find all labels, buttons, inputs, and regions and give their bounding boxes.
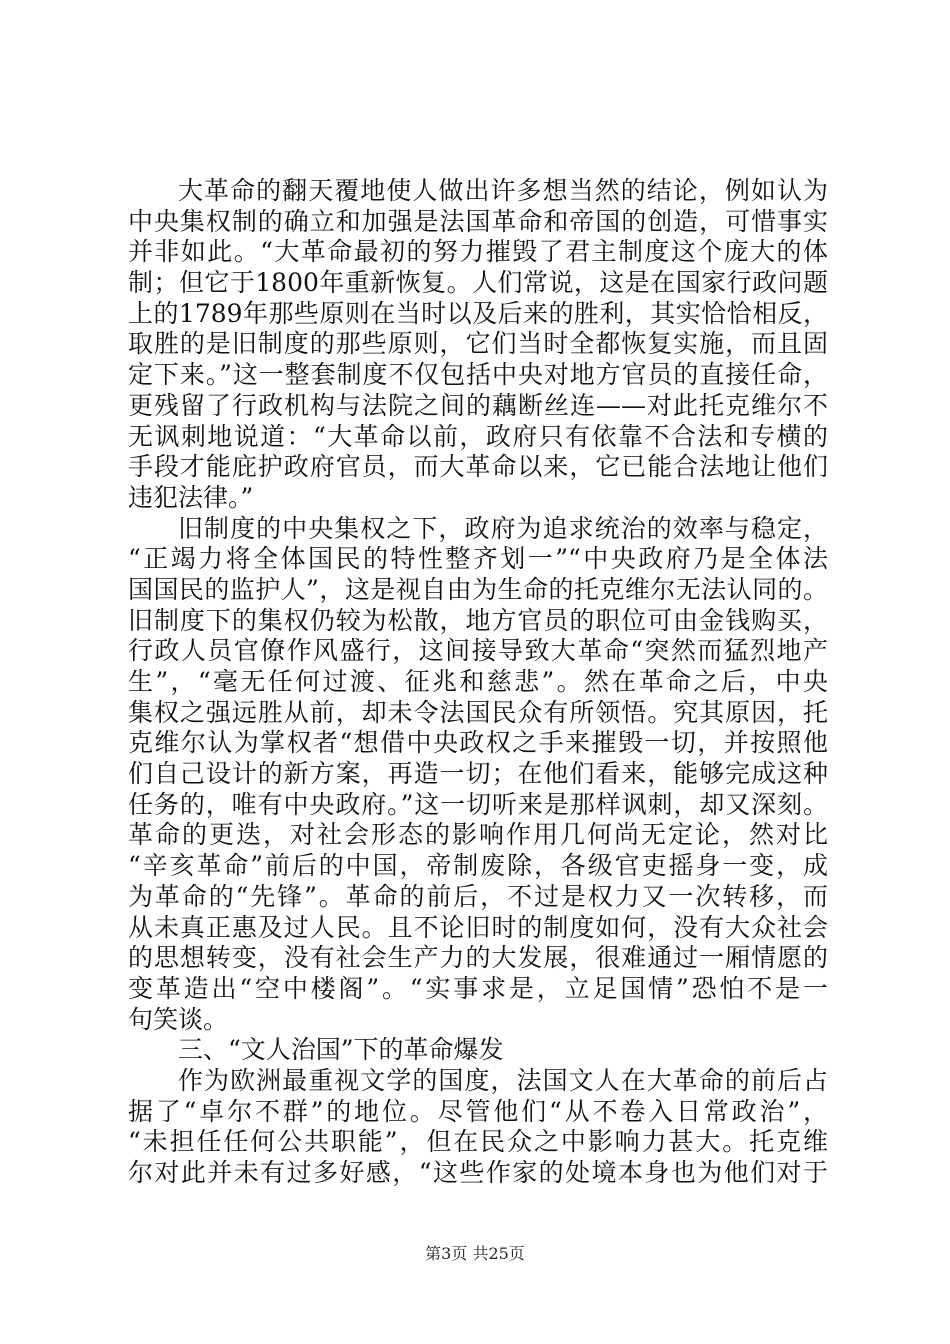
paragraph-2-line: 旧制度下的集权仍较为松散，地方官员的职位可由金钱购买， [128,605,828,635]
page-body [128,176,828,1189]
paragraph-2-line: 变革造出“空中楼阁”。“实事求是，立足国情”恐怕不是一 [128,973,828,1003]
paragraph-1-line: 违犯法律。” [128,482,254,512]
paragraph-2-line: 为革命的“先锋”。革命的前后，不过是权力又一次转移，而 [128,881,828,911]
paragraph-1-line: 手段才能庇护政府官员，而大革命以来，它已能合法地让他们 [128,452,828,482]
paragraph-2-line: 生”，“毫无任何过渡、征兆和慈悲”。然在革命之后，中央 [128,667,828,696]
paragraph-2-line: “辛亥革命”前后的中国，帝制废除，各级官吏摇身一变，成 [128,851,828,881]
paragraph-2-line: 的思想转变，没有社会生产力的大发展，很难通过一厢情愿的 [128,943,828,973]
paragraph-1-line: 定下来。”这一整套制度不仅包括中央对地方官员的直接任命， [128,360,828,390]
paragraph-2-line: 们自己设计的新方案，再造一切；在他们看来，能够完成这种 [128,759,828,789]
paragraph-2-line: 任务的，唯有中央政府。”这一切听来是那样讽刺，却又深刻。 [128,789,828,819]
paragraph-1-line: 中央集权制的确立和加强是法国革命和帝国的创造，可惜事实 [128,206,828,236]
paragraph-1-line: 取胜的是旧制度的那些原则，它们当时全都恢复实施，而且固 [128,329,828,359]
paragraph-1-line: 并非如此。“大革命最初的努力摧毁了君主制度这个庞大的体 [128,237,828,267]
paragraph-1-line: 无讽刺地说道：“大革命以前，政府只有依靠不合法和专横的 [128,421,828,451]
page-number: 第3页 共25页 [425,1244,525,1263]
paragraph-2-line: 句笑谈。 [128,1004,229,1034]
paragraph-4-line: 作为欧洲最重视文学的国度，法国文人在大革命的前后占 [178,1065,828,1095]
paragraph-2-line: 集权之强远胜从前，却未令法国民众有所领悟。究其原因，托 [128,697,828,727]
paragraph-4-line: 尔对此并未有过多好感，“这些作家的处境本身也为他们对于 [128,1158,828,1187]
paragraph-1-line: 大革命的翻天覆地使人做出许多想当然的结论，例如认为 [178,176,828,205]
paragraph-2-line: 行政人员官僚作风盛行，这间接导致大革命“突然而猛烈地产 [128,636,828,666]
paragraph-1-line: 更残留了行政机构与法院之间的藕断丝连——对此托克维尔不 [128,390,828,420]
paragraph-2-line: 克维尔认为掌权者“想借中央政权之手来摧毁一切，并按照他 [128,728,828,758]
paragraph-2-line: 从未真正惠及过人民。且不论旧时的制度如何，没有大众社会 [128,912,828,942]
paragraph-2-line: 国国民的监护人”，这是视自由为生命的托克维尔无法认同的。 [128,574,828,604]
paragraph-1-line: 上的1789年那些原则在当时以及后来的胜利，其实恰恰相反， [128,298,828,328]
paragraph-2-line: 革命的更迭，对社会形态的影响作用几何尚无定论，然对比 [128,820,828,850]
section-heading: 三、“文人治国”下的革命爆发 [178,1035,504,1065]
paragraph-4-line: “未担任任何公共职能”，但在民众之中影响力甚大。托克维 [128,1127,828,1157]
paragraph-1-line: 制；但它于1800年重新恢复。人们常说，这是在国家行政问题 [128,268,828,298]
paragraph-2-line: 旧制度的中央集权之下，政府为追求统治的效率与稳定， [178,513,828,543]
paragraph-2-line: “正竭力将全体国民的特性整齐划一”“中央政府乃是全体法 [128,544,828,574]
paragraph-4-line: 据了“卓尔不群”的地位。尽管他们“从不卷入日常政治”， [128,1096,828,1126]
page-footer [0,1244,950,1264]
